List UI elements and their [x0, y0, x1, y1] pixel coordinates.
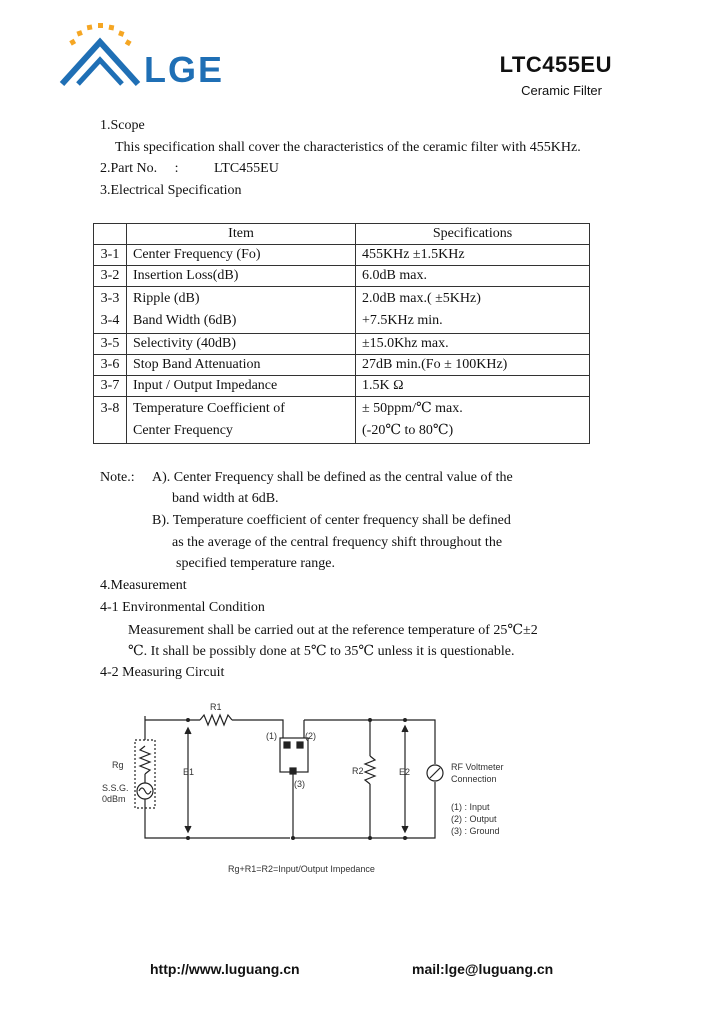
row-no: 3-8	[94, 397, 127, 444]
label-ssg: S.S.G.	[102, 783, 129, 793]
measuring-circuit-diagram	[100, 698, 520, 883]
env-heading: 4-1 Environmental Condition	[100, 600, 265, 615]
electrical-heading: 3.Electrical Specification	[100, 183, 242, 198]
header-spec: Specifications	[356, 224, 590, 245]
meter-needle-icon	[430, 768, 440, 778]
row-spec: ±15.0Khz max.	[356, 334, 590, 355]
note-b-line3: specified temperature range.	[176, 556, 335, 571]
label-level: 0dBm	[102, 794, 126, 804]
row-item: Temperature Coefficient of	[133, 401, 285, 416]
row-item: Stop Band Attenuation	[127, 355, 356, 376]
row-spec-pair	[356, 397, 590, 444]
row-spec-pair	[356, 287, 590, 334]
row-no: 3-5	[94, 334, 127, 355]
part-no-label: 2.Part No. :	[100, 161, 179, 176]
table-row	[94, 334, 590, 355]
note-a-line2: band width at 6dB.	[172, 491, 279, 506]
note-a-line1: A). Center Frequency shall be defined as the central value of the	[152, 470, 513, 485]
product-type: Ceramic Filter	[521, 83, 602, 98]
row-no: 3-1	[94, 245, 127, 266]
roof-mark-icon	[62, 42, 138, 84]
footer-website-link[interactable]: http://www.luguang.cn	[150, 961, 300, 977]
row-spec: 455KHz ±1.5KHz	[356, 245, 590, 266]
sine-wave-icon	[139, 788, 151, 794]
wire	[293, 774, 408, 838]
env-line1: Measurement shall be carried out at the reference temperature of 25℃±2	[128, 623, 538, 638]
row-spec: 6.0dB max.	[356, 266, 590, 287]
row-spec: 27dB min.(Fo ± 100KHz)	[356, 355, 590, 376]
env-line2: ℃. It shall be possibly done at 5℃ to 35℃ unless it is questionable.	[128, 644, 515, 659]
wire	[370, 720, 435, 838]
footer-email-link[interactable]: mail:lge@luguang.cn	[412, 961, 554, 977]
label-pin3: (3)	[294, 779, 305, 789]
lge-logo	[56, 22, 256, 94]
label-e1: E1	[183, 767, 195, 777]
row-no: 3-6	[94, 355, 127, 376]
row-item: Center Frequency (Fo)	[127, 245, 356, 266]
product-code: LTC455EU	[499, 52, 612, 77]
row-item-pair	[127, 397, 356, 444]
wire	[145, 716, 200, 720]
logo-text: LGE	[144, 49, 225, 90]
row-item: Input / Output Impedance	[127, 376, 356, 397]
scope-heading: 1.Scope	[100, 118, 145, 133]
legend-input: (1) : Input	[451, 802, 490, 812]
resistor-r2-icon	[365, 756, 375, 784]
scope-text: This specification shall cover the characteristics of the ceramic filter with 455KHz.	[115, 140, 581, 155]
table-row	[94, 245, 590, 266]
label-voltmeter-1: RF Voltmeter	[451, 762, 504, 772]
row-item: Selectivity (40dB)	[127, 334, 356, 355]
circuit-heading: 4-2 Measuring Circuit	[100, 665, 225, 680]
table-row	[94, 266, 590, 287]
row-no: 3-3	[100, 291, 120, 306]
table-row	[94, 287, 590, 334]
row-item: Center Frequency	[133, 423, 233, 438]
header-no	[94, 224, 127, 245]
legend-output: (2) : Output	[451, 814, 497, 824]
part-no-value: LTC455EU	[214, 161, 279, 176]
filter-pin-icon	[290, 768, 296, 774]
label-rg: Rg	[112, 760, 124, 770]
label-r1: R1	[210, 702, 222, 712]
table-row	[94, 397, 590, 444]
header-item: Item	[127, 224, 356, 245]
legend-ground: (3) : Ground	[451, 826, 500, 836]
note-b-line1: B). Temperature coefficient of center frequency shall be defined	[152, 513, 511, 528]
table-row	[94, 355, 590, 376]
row-spec: ± 50ppm/℃ max.	[362, 401, 463, 416]
circuit-caption: Rg+R1=R2=Input/Output Impedance	[228, 864, 375, 874]
label-voltmeter-2: Connection	[451, 774, 497, 784]
note-label: Note.:	[100, 470, 135, 485]
note-b-line2: as the average of the central frequency shift throughout the	[172, 535, 503, 550]
label-r2: R2	[352, 766, 364, 776]
resistor-r1-icon	[200, 715, 232, 725]
table-header-row	[94, 224, 590, 245]
row-spec: +7.5KHz min.	[362, 313, 443, 328]
table-row	[94, 376, 590, 397]
row-item: Ripple (dB)	[133, 291, 200, 306]
row-no-pair	[94, 287, 127, 334]
row-no: 3-4	[100, 313, 120, 328]
label-pin2: (2)	[305, 731, 316, 741]
row-no: 3-2	[94, 266, 127, 287]
row-no: 3-7	[94, 376, 127, 397]
resistor-rg-icon	[140, 746, 150, 774]
row-spec: 2.0dB max.( ±5KHz)	[362, 291, 481, 306]
label-e2: E2	[399, 767, 411, 777]
filter-pin-icon	[284, 742, 290, 748]
filter-pin-icon	[297, 742, 303, 748]
measurement-heading: 4.Measurement	[100, 578, 187, 593]
row-item: Band Width (6dB)	[133, 313, 237, 328]
label-pin1: (1)	[266, 731, 277, 741]
row-item: Insertion Loss(dB)	[127, 266, 356, 287]
row-spec: (-20℃ to 80℃)	[362, 423, 454, 438]
row-item-pair	[127, 287, 356, 334]
row-spec: 1.5K Ω	[356, 376, 590, 397]
spec-table	[93, 223, 590, 444]
